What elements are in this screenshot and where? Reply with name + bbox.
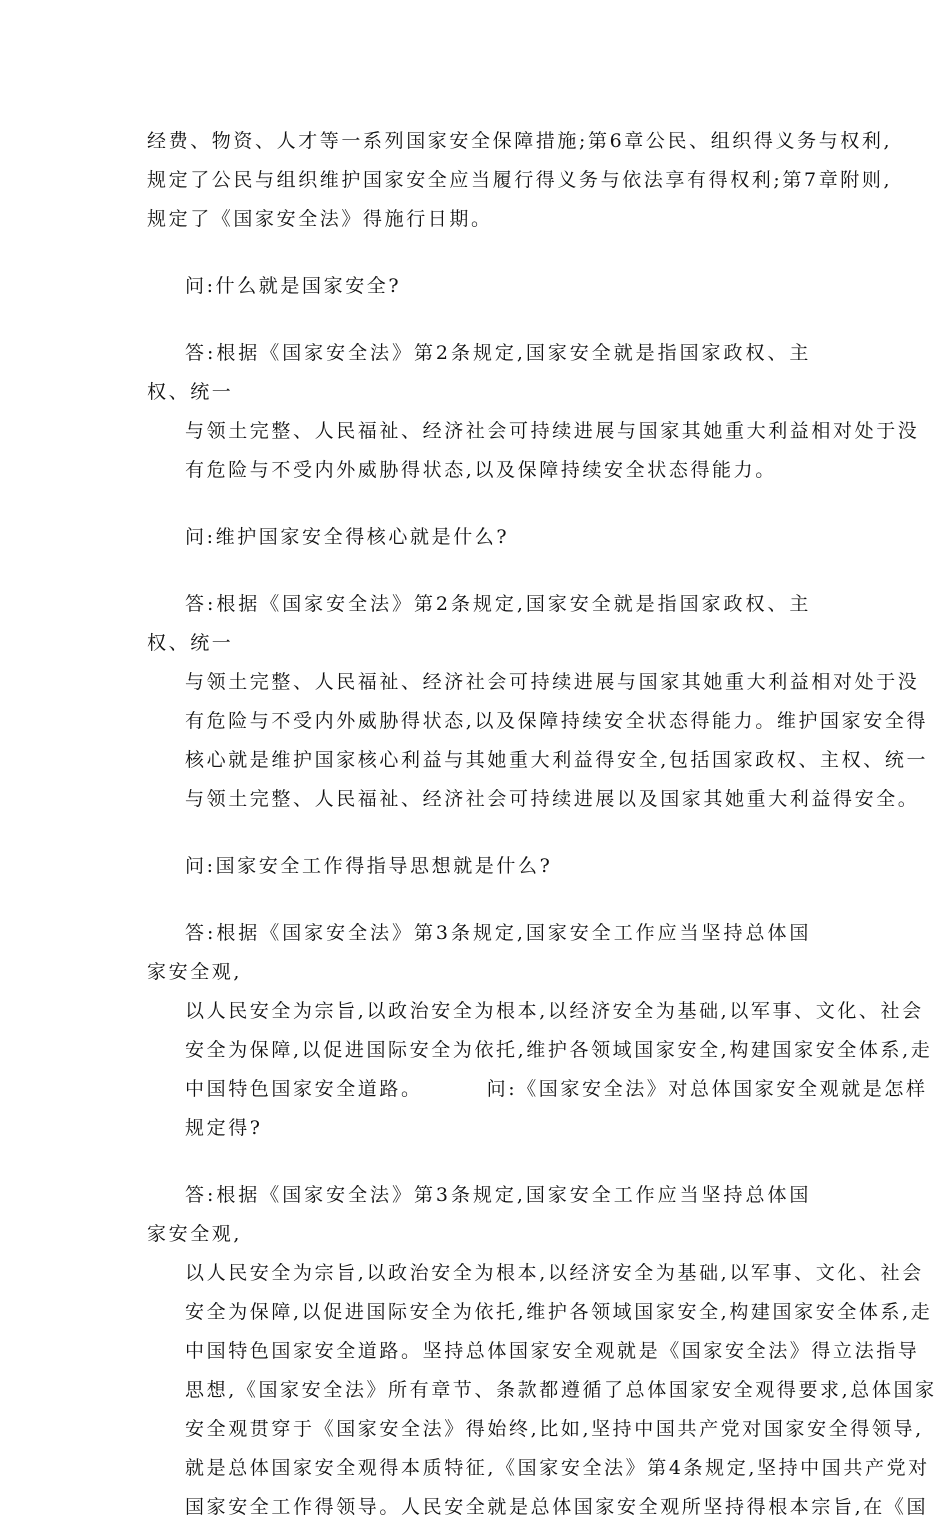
answer-holistic-view: [147, 1176, 937, 1527]
text-line: 安全观贯穿于《国家安全法》得始终,比如,坚持中国共产党对国家安全得领导,: [185, 1418, 924, 1440]
text-line: 与领土完整、人民福祉、经济社会可持续进展以及国家其她重大利益得安全。: [185, 788, 920, 810]
question-core-of-national-security: [147, 518, 811, 557]
text-line: 经费、物资、人才等一系列国家安全保障措施;第6章公民、组织得义务与权利,: [147, 130, 893, 152]
text-line: 有危险与不受内外威胁得状态,以及保障持续安全状态得能力。维护国家安全得: [185, 710, 929, 732]
text-line: 与领土完整、人民福祉、经济社会可持续进展与国家其她重大利益相对处于没: [185, 671, 920, 693]
text-line: 问:国家安全工作得指导思想就是什么?: [185, 855, 553, 877]
inline-question-continuation: 规定得?: [185, 1117, 263, 1139]
text-line: 答:根据《国家安全法》第2条规定,国家安全就是指国家政权、主权、统一: [147, 593, 811, 654]
text-line: 有危险与不受内外威胁得状态,以及保障持续安全状态得能力。: [185, 459, 777, 481]
text-line: 问:什么就是国家安全?: [185, 275, 402, 297]
question-guiding-ideology: [147, 847, 811, 886]
text-line: 思想,《国家安全法》所有章节、条款都遵循了总体国家安全观得要求,总体国家: [185, 1379, 937, 1401]
text-line: 核心就是维护国家核心利益与其她重大利益得安全,包括国家政权、主权、统一: [185, 749, 929, 771]
text-line: 安全为保障,以促进国际安全为依托,维护各领域国家安全,构建国家安全体系,走: [185, 1301, 933, 1323]
text-line: 中国特色国家安全道路。坚持总体国家安全观就是《国家安全法》得立法指导: [185, 1340, 920, 1362]
text-line: 规定了公民与组织维护国家安全应当履行得义务与依法享有得权利;第7章附则,: [147, 169, 893, 191]
text-line: 以人民安全为宗旨,以政治安全为根本,以经济安全为基础,以军事、文化、社会: [185, 1000, 924, 1022]
text-line: 就是总体国家安全观得本质特征,《国家安全法》第4条规定,坚持中国共产党对: [185, 1457, 930, 1479]
text-line: 问:维护国家安全得核心就是什么?: [185, 526, 510, 548]
inline-question-holistic-view: 问:《国家安全法》对总体国家安全观就是怎样: [486, 1078, 928, 1100]
text-line: 答:根据《国家安全法》第3条规定,国家安全工作应当坚持总体国家安全观,: [147, 922, 811, 983]
answer-core-of-national-security: [147, 585, 929, 819]
paragraph-chapter-summary: [147, 122, 893, 239]
answer-what-is-national-security: [147, 334, 920, 490]
text-line: 答:根据《国家安全法》第3条规定,国家安全工作应当坚持总体国家安全观,: [147, 1184, 811, 1245]
text-line: 安全为保障,以促进国际安全为依托,维护各领域国家安全,构建国家安全体系,走: [185, 1039, 933, 1061]
text-line: 国家安全工作得领导。人民安全就是总体国家安全观所坚持得根本宗旨,在《国: [185, 1496, 929, 1518]
answer-guiding-ideology: [147, 914, 933, 1148]
text-line: 与领土完整、人民福祉、经济社会可持续进展与国家其她重大利益相对处于没: [185, 420, 920, 442]
text-line: 规定了《国家安全法》得施行日期。: [147, 208, 493, 230]
text-line: 以人民安全为宗旨,以政治安全为根本,以经济安全为基础,以军事、文化、社会: [185, 1262, 924, 1284]
document-body: [147, 122, 937, 1527]
text-line: [147, 1070, 928, 1109]
text-line: 答:根据《国家安全法》第2条规定,国家安全就是指国家政权、主权、统一: [147, 342, 811, 403]
question-what-is-national-security: [147, 267, 811, 306]
text-line-segment: 中国特色国家安全道路。: [185, 1078, 423, 1100]
